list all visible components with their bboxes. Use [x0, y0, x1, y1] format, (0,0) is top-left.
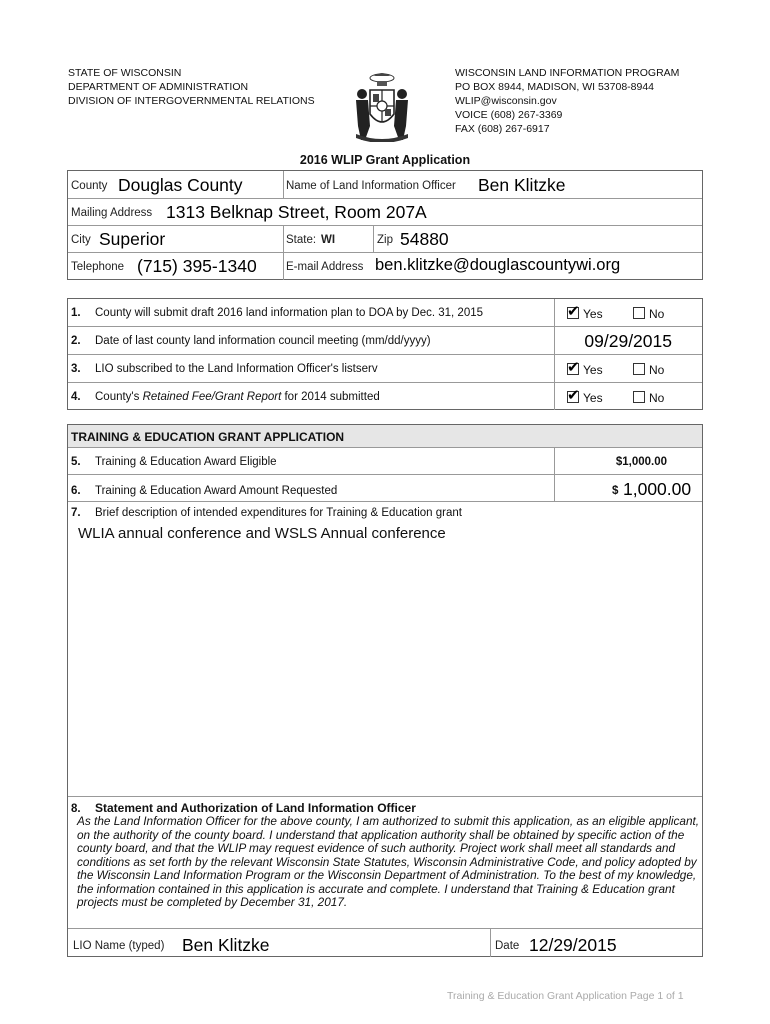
- training-heading: TRAINING & EDUCATION GRANT APPLICATION: [71, 430, 345, 444]
- phone-label: Telephone: [71, 261, 125, 273]
- mailing-label: Mailing Address: [71, 207, 153, 219]
- city-field[interactable]: Superior: [99, 229, 166, 249]
- q3-number: 3.: [71, 363, 81, 375]
- q8-number: 8.: [71, 803, 81, 815]
- signature-date-field[interactable]: 12/29/2015: [529, 935, 617, 955]
- city-cell: [68, 226, 284, 253]
- q3-no-checkbox[interactable]: [633, 363, 645, 375]
- q3-yes-label: Yes: [583, 363, 603, 377]
- q3-no-option[interactable]: [633, 363, 664, 377]
- agency-address-block: [68, 66, 315, 108]
- county-cell: [68, 171, 284, 199]
- wisconsin-state-seal-icon: [348, 68, 416, 142]
- training-heading-cell: [68, 425, 702, 448]
- q7-text: Brief description of intended expenditures for Training & Education grant: [95, 507, 462, 519]
- q1-no-option[interactable]: [633, 307, 664, 321]
- email-cell: [284, 253, 702, 280]
- q6-text: Training & Education Award Amount Requested: [95, 485, 338, 497]
- q3-yes-option[interactable]: [567, 363, 603, 377]
- officer-label: Name of Land Information Officer: [286, 180, 456, 192]
- q6-answer-cell: [555, 475, 702, 502]
- statement-body: As the Land Information Officer for the above county, I am authorized to submit this application, as an eligible applicant, on the authority of the county board. I understand that application authority shall be obtained by specific action of the county board, and that the WLIP may request evidence of such authority. Project work shall meet all standards and conditions as set forth by the relevant Wisconsin State Statutes, Wisconsin Administrative Code, and policy adopted by the Wisconsin Land Information Program or the Wisconsin Department of Administration. To the best of my knowledge, the information contained in this application is accurate and complete. I understand that Training & Education grant projects must be completed by December 31, 2017.: [77, 814, 700, 909]
- agency-line: DEPARTMENT OF ADMINISTRATION: [68, 81, 249, 93]
- statement-heading: Statement and Authorization of Land Information Officer: [95, 801, 416, 815]
- program-contact-block: [455, 66, 679, 136]
- phone-cell: [68, 253, 284, 280]
- q3-text: LIO subscribed to the Land Information Officer's listserv: [95, 363, 378, 375]
- q2-cell: [68, 327, 555, 355]
- agency-line: STATE OF WISCONSIN: [68, 67, 182, 79]
- q5-number: 5.: [71, 456, 81, 468]
- q5-text: Training & Education Award Eligible: [95, 456, 277, 468]
- county-label: County: [71, 180, 108, 192]
- q7-number: 7.: [71, 507, 81, 519]
- statement-block: [68, 801, 702, 928]
- q4-text-post: for 2014 submitted: [281, 391, 380, 403]
- q2-text: Date of last county land information council meeting (mm/dd/yyyy): [95, 335, 431, 347]
- q3-cell: [68, 355, 555, 383]
- council-meeting-date-field[interactable]: 09/29/2015: [584, 331, 672, 351]
- agency-line: DIVISION OF INTERGOVERNMENTAL RELATIONS: [68, 95, 315, 107]
- q1-text: County will submit draft 2016 land information plan to DOA by Dec. 31, 2015: [95, 307, 484, 319]
- program-email: WLIP@wisconsin.gov: [455, 95, 557, 107]
- q1-cell: [68, 299, 555, 327]
- lio-name-field[interactable]: Ben Klitzke: [182, 935, 270, 955]
- q1-no-checkbox[interactable]: [633, 307, 645, 319]
- q4-report-name: Retained Fee/Grant Report: [142, 391, 282, 403]
- state-label: State:: [286, 234, 317, 246]
- q4-no-checkbox[interactable]: [633, 391, 645, 403]
- zip-label: Zip: [377, 234, 393, 246]
- q3-no-label: No: [649, 363, 665, 377]
- officer-name-field[interactable]: Ben Klitzke: [478, 175, 566, 195]
- program-fax: FAX (608) 267-6917: [455, 123, 550, 135]
- q2-answer-cell: [555, 327, 702, 355]
- mailing-address-field[interactable]: 1313 Belknap Street, Room 207A: [166, 202, 427, 222]
- q4-no-label: No: [649, 391, 665, 405]
- date-cell: [491, 928, 702, 957]
- expenditure-description-field[interactable]: WLIA annual conference and WSLS Annual conference: [78, 525, 446, 542]
- program-phone: VOICE (608) 267-3369: [455, 109, 563, 121]
- page-footer: Training & Education Grant Application Page 1 of 1: [447, 990, 684, 1002]
- county-field[interactable]: Douglas County: [118, 175, 243, 195]
- q4-yes-checkbox[interactable]: [567, 391, 579, 403]
- lio-name-cell: [68, 928, 491, 957]
- email-label: E-mail Address: [286, 261, 364, 273]
- q3-yes-checkbox[interactable]: [567, 363, 579, 375]
- zip-field[interactable]: 54880: [400, 229, 449, 249]
- phone-field[interactable]: (715) 395-1340: [137, 256, 257, 276]
- q6-cell: [68, 475, 555, 502]
- q7-description-area: [68, 502, 702, 797]
- q4-text-pre: County's: [95, 391, 143, 403]
- state-field[interactable]: WI: [321, 234, 336, 246]
- q1-answer-cell: [555, 299, 702, 327]
- questions-box: [67, 298, 703, 410]
- q4-answer-cell: [555, 383, 702, 410]
- currency-symbol: $: [612, 485, 619, 497]
- q4-yes-option[interactable]: [567, 391, 603, 405]
- lio-name-label: LIO Name (typed): [73, 940, 165, 952]
- q1-no-label: No: [649, 307, 665, 321]
- program-line: PO BOX 8944, MADISON, WI 53708-8944: [455, 81, 655, 93]
- state-cell: [284, 226, 374, 253]
- q1-yes-checkbox[interactable]: [567, 307, 579, 319]
- q1-yes-option[interactable]: [567, 307, 603, 321]
- q5-answer-cell: [555, 448, 702, 475]
- q1-yes-label: Yes: [583, 307, 603, 321]
- email-field[interactable]: ben.klitzke@douglascountywi.org: [375, 256, 621, 274]
- date-label: Date: [495, 940, 520, 952]
- q4-no-option[interactable]: [633, 391, 664, 405]
- zip-cell: [374, 226, 702, 253]
- q4-cell: [68, 383, 555, 410]
- q2-number: 2.: [71, 335, 81, 347]
- q4-number: 4.: [71, 391, 81, 403]
- q3-answer-cell: [555, 355, 702, 383]
- city-label: City: [71, 234, 91, 246]
- q6-number: 6.: [71, 485, 81, 497]
- contact-info-box: [67, 170, 703, 280]
- form-title: 2016 WLIP Grant Application: [299, 153, 471, 167]
- requested-amount-field[interactable]: 1,000.00: [623, 479, 692, 499]
- q5-cell: [68, 448, 555, 475]
- eligible-award-amount: $1,000.00: [615, 456, 667, 468]
- program-line: WISCONSIN LAND INFORMATION PROGRAM: [455, 67, 680, 79]
- training-section: [67, 424, 703, 957]
- officer-cell: [284, 171, 702, 199]
- q1-number: 1.: [71, 307, 81, 319]
- mailing-cell: [68, 199, 702, 226]
- q4-yes-label: Yes: [583, 391, 603, 405]
